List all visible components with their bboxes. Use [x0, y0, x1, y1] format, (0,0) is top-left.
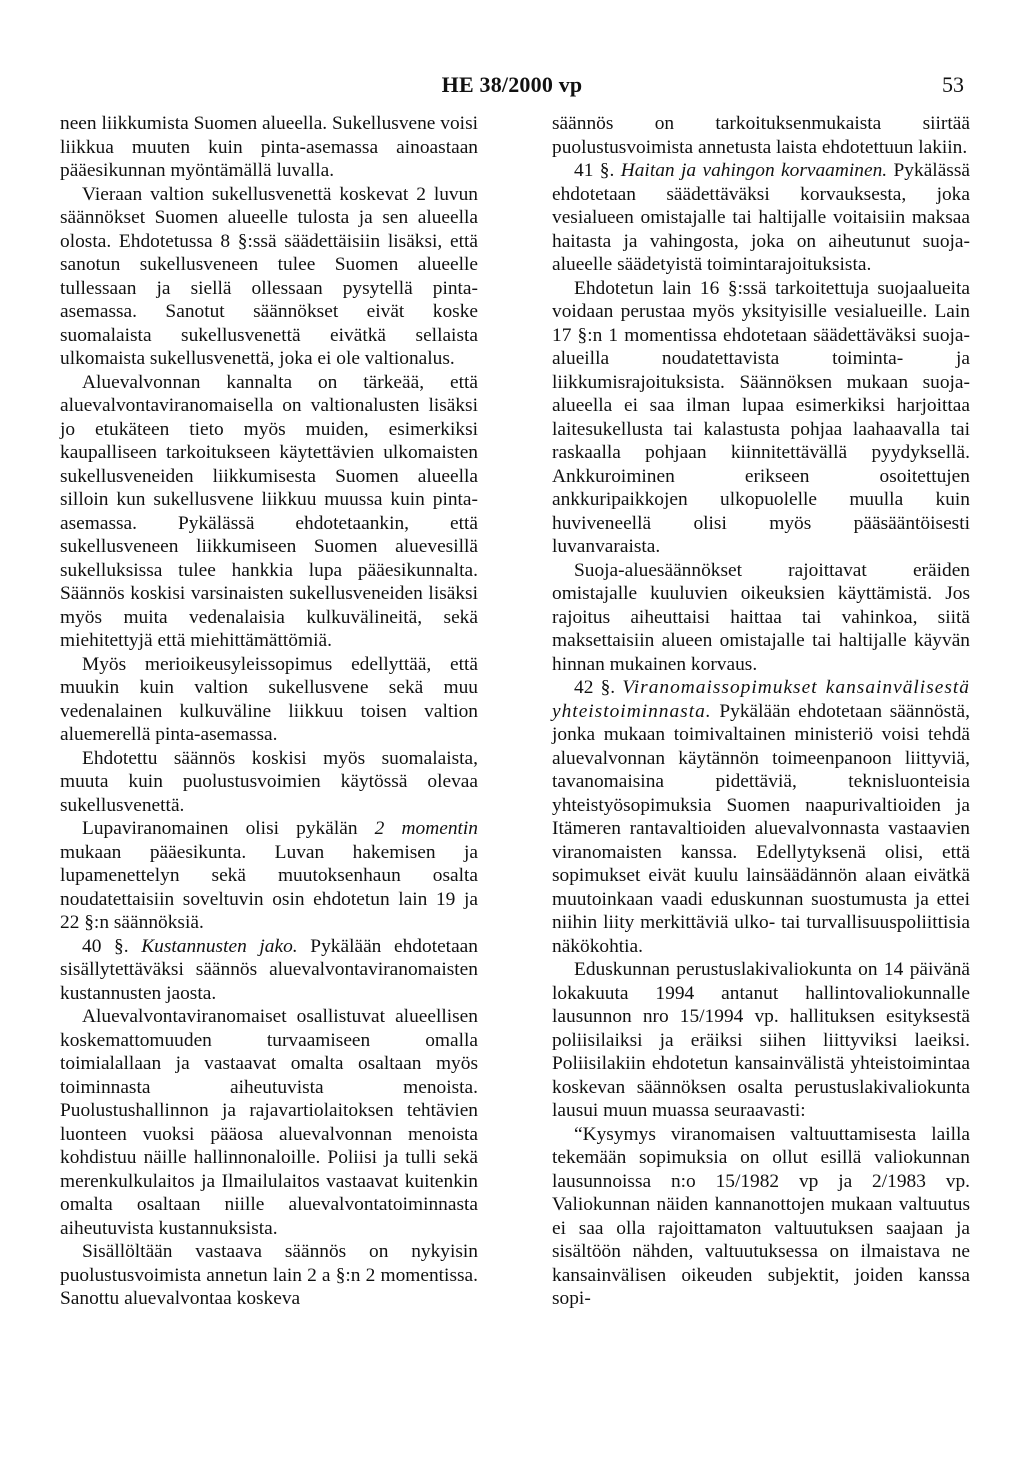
- text-segment: Suoja-aluesäännökset rajoittavat eräiden omistajalle kuuluvien oikeuksien käyttämistä. Jos rajoitus aiheuttaisi haittaa tai vahinkoa, siitä maksettaisiin alueen omistajalle tai haltijalle käyvän hinnan mukainen korvaus.: [552, 559, 970, 675]
- text-segment: Aluevalvonnan kannalta on tärkeää, että aluevalvontaviranomaisella on valtionalusten lisäksi jo etukäteen tieto myös muiden, esimerkiksi kaupalliseen tarkoitukseen käytettävien ulkomaisten sukellusveneiden liikkumisesta Suomen alueella silloin kun sukellusvene liikkuu muussa kuin pinta-asemassa. Pykälässä ehdotetaankin, että sukellusveneen liikkumiseen Suomen aluevesillä sukelluksissa tulee hankkia lupa pääesikunnalta. Säännös koskisi varsinaisten sukellusveneiden lisäksi myös muita vedenalaisia kulkuvälineitä, sekä miehitettyjä että miehittämättömiä.: [60, 371, 478, 651]
- paragraph: [552, 676, 970, 958]
- italic-text: Kustannusten jako.: [141, 935, 298, 957]
- paragraph: [60, 1005, 478, 1240]
- text-segment: Myös merioikeusyleissopimus edellyttää, että muukin kuin valtion sukellusvene sekä muu vedenalainen kulkuväline liikkuu toisen valtion aluemerellä pinta-asemassa.: [60, 653, 478, 745]
- text-segment: Pykälään ehdotetaan säännöstä, jonka mukaan toimivaltainen ministeriö voisi tehdä aluevalvonnan käytännön toimeenpanoon liittyviä, tavanomaisina pidettäviä, teknisluonteisia yhteistyösopimuksia Suomen naapurivaltioiden ja Itämeren rantavaltioiden aluevalvonnasta vastaavien viranomaisten kanssa. Edellytyksenä olisi, että sopimukset eivät kuulu lainsäädännön alaan eivätkä muutoinkaan vaadi eduskunnan suostumusta ja ettei niihin liity merkittäviä ulko- tai turvallisuuspoliittisia näkökohtia.: [552, 700, 970, 957]
- text-segment: “Kysymys viranomaisen valtuuttamisesta lailla tekemään sopimuksia on ollut esillä valiokunnan lausunnoissa n:o 15/1982 vp ja 2/1983 vp. Valiokunnan näiden kannanottojen mukaan valtuutus ei saa olla rajoittamaton valtuutuksen saajaan ja sisältöön nähden, valtuutuksessa on ilmaistava ne kansainvälisen oikeuden subjektit, joiden kanssa sopi-: [552, 1123, 970, 1309]
- text-segment: Ehdotetun lain 16 §:ssä tarkoitettuja suojaalueita voidaan perustaa myös yksityisille vesialueille. Lain 17 §:n 1 momentissa ehdotetaan säädettäväksi suoja-alueilla noudatettavista toiminta- ja liikkumisrajoituksista. Säännöksen mukaan suoja-alueella ei saa ilman lupaa esimerkiksi harjoittaa laitesukellusta tai kalastusta pohjaa laahaavalla tai raskaalla pohjaan kiinnitettävällä pyydyksellä. Ankkuroiminen erikseen osoitettujen ankkuripaikkojen ulkopuolelle muulla kuin huviveneellä olisi myös pääsääntöisesti luvanvaraista.: [552, 277, 970, 557]
- paragraph: [60, 371, 478, 653]
- paragraph: [60, 183, 478, 371]
- paragraph: [552, 112, 970, 159]
- text-segment: Lupaviranomainen olisi pykälän: [82, 818, 375, 839]
- paragraph: [552, 277, 970, 559]
- paragraph: [552, 958, 970, 1123]
- text-segment: 41 §.: [574, 160, 621, 181]
- paragraph: [552, 159, 970, 277]
- text-segment: 40 §.: [82, 935, 142, 957]
- italic-text: Haitan ja vahingon korvaaminen.: [620, 160, 888, 181]
- text-segment: säännös on tarkoituksenmukaista siirtää puolustusvoimista annetusta laista ehdotettuun lakiin.: [552, 113, 970, 158]
- text-segment: Sisällöltään vastaava säännös on nykyisin puolustusvoimista annetun lain 2 a §:n 2 momentissa. Sanottu aluevalvontaa koskeva: [60, 1241, 478, 1309]
- paragraph: [60, 817, 478, 935]
- text-segment: Ehdotettu säännös koskisi myös suomalaista, muuta kuin puolustusvoimien käytössä olevaa sukellusvenettä.: [60, 747, 478, 816]
- text-columns: [60, 112, 970, 1442]
- document-id: HE 38/2000 vp: [441, 72, 583, 97]
- paragraph: [60, 653, 478, 747]
- italic-text: Viranomaissopimukset kansainvälisestä yhteistoiminnasta.: [552, 677, 970, 722]
- paragraph: [60, 935, 478, 1006]
- right-column: [552, 112, 970, 1442]
- text-segment: 42 §.: [574, 677, 623, 698]
- text-segment: mukaan pääesikunta. Luvan hakemisen ja lupamenettelyn sekä muutoksenhaun osalta noudatettaisiin soveltuvin osin ehdotetun lain 19 ja 22 §:n säännöksiä.: [60, 841, 478, 933]
- text-segment: Pykälässä ehdotetaan säädettäväksi korvauksesta, joka vesialueen omistajalle tai haltijalle voitaisiin maksaa haitasta ja vahingosta, joka on aiheutunut suoja-alueelle säädetyistä toimintarajoituksista.: [552, 160, 970, 275]
- text-segment: neen liikkumista Suomen alueella. Sukellusvene voisi liikkua muuten kuin pinta-asemassa ainoastaan pääesikunnan myöntämällä luvalla.: [60, 113, 478, 181]
- text-segment: Aluevalvontaviranomaiset osallistuvat alueellisen koskemattomuuden turvaamiseen omalla toimialallaan ja vastaavat omalta osaltaan myös toiminnasta aiheutuvista menoista. Puolustushallinnon ja rajavartiolaitoksen tehtävien luonteen vuoksi pääosa aluevalvonnan menoista kohdistuu näille hallinnonaloille. Poliisi ja tulli sekä merenkulkulaitos ja Ilmailulaitos vastaavat kuitenkin omalta osaltaan niille aluevalvontatoiminnasta aiheutuvista kustannuksista.: [60, 1006, 478, 1239]
- paragraph: [60, 112, 478, 183]
- left-column: [60, 112, 478, 1442]
- paragraph: [552, 1123, 970, 1311]
- paragraph: [60, 747, 478, 818]
- text-segment: Pykälään ehdotetaan sisällytettäväksi säännös aluevalvontaviranomaisten kustannusten jaosta.: [60, 935, 478, 1004]
- text-segment: Eduskunnan perustuslakivaliokunta on 14 päivänä lokakuuta 1994 antanut hallintovaliokunnalle lausunnon nro 15/1994 vp. hallituksen esityksestä poliisilaiksi ja eräiksi siihen liittyviksi laeiksi. Poliisilakiin ehdotetun kansainvälistä yhteistoimintaa koskevan säännöksen osalta perustuslakivaliokunta lausui muun muassa seuraavasti:: [552, 959, 970, 1121]
- italic-text: 2 momentin: [374, 818, 478, 839]
- paragraph: [60, 1240, 478, 1311]
- page-number: 53: [942, 72, 964, 97]
- paragraph: [552, 559, 970, 677]
- text-segment: Vieraan valtion sukellusvenettä koskevat 2 luvun säännökset Suomen alueelle tulosta ja sen alueella olosta. Ehdotetussa 8 §:ssä säädettäisiin lisäksi, että sanotun sukellusveneen tulee Suomen alueelle tullessaan ja siellä ollessaan pysytellä pinta-asemassa. Sanotut säännökset eivät koske suomalaista sukellusvenettä eivätkä sellaista ulkomaista sukellusvenettä, joka ei ole valtionalus.: [60, 183, 478, 369]
- page-header: [0, 72, 1024, 104]
